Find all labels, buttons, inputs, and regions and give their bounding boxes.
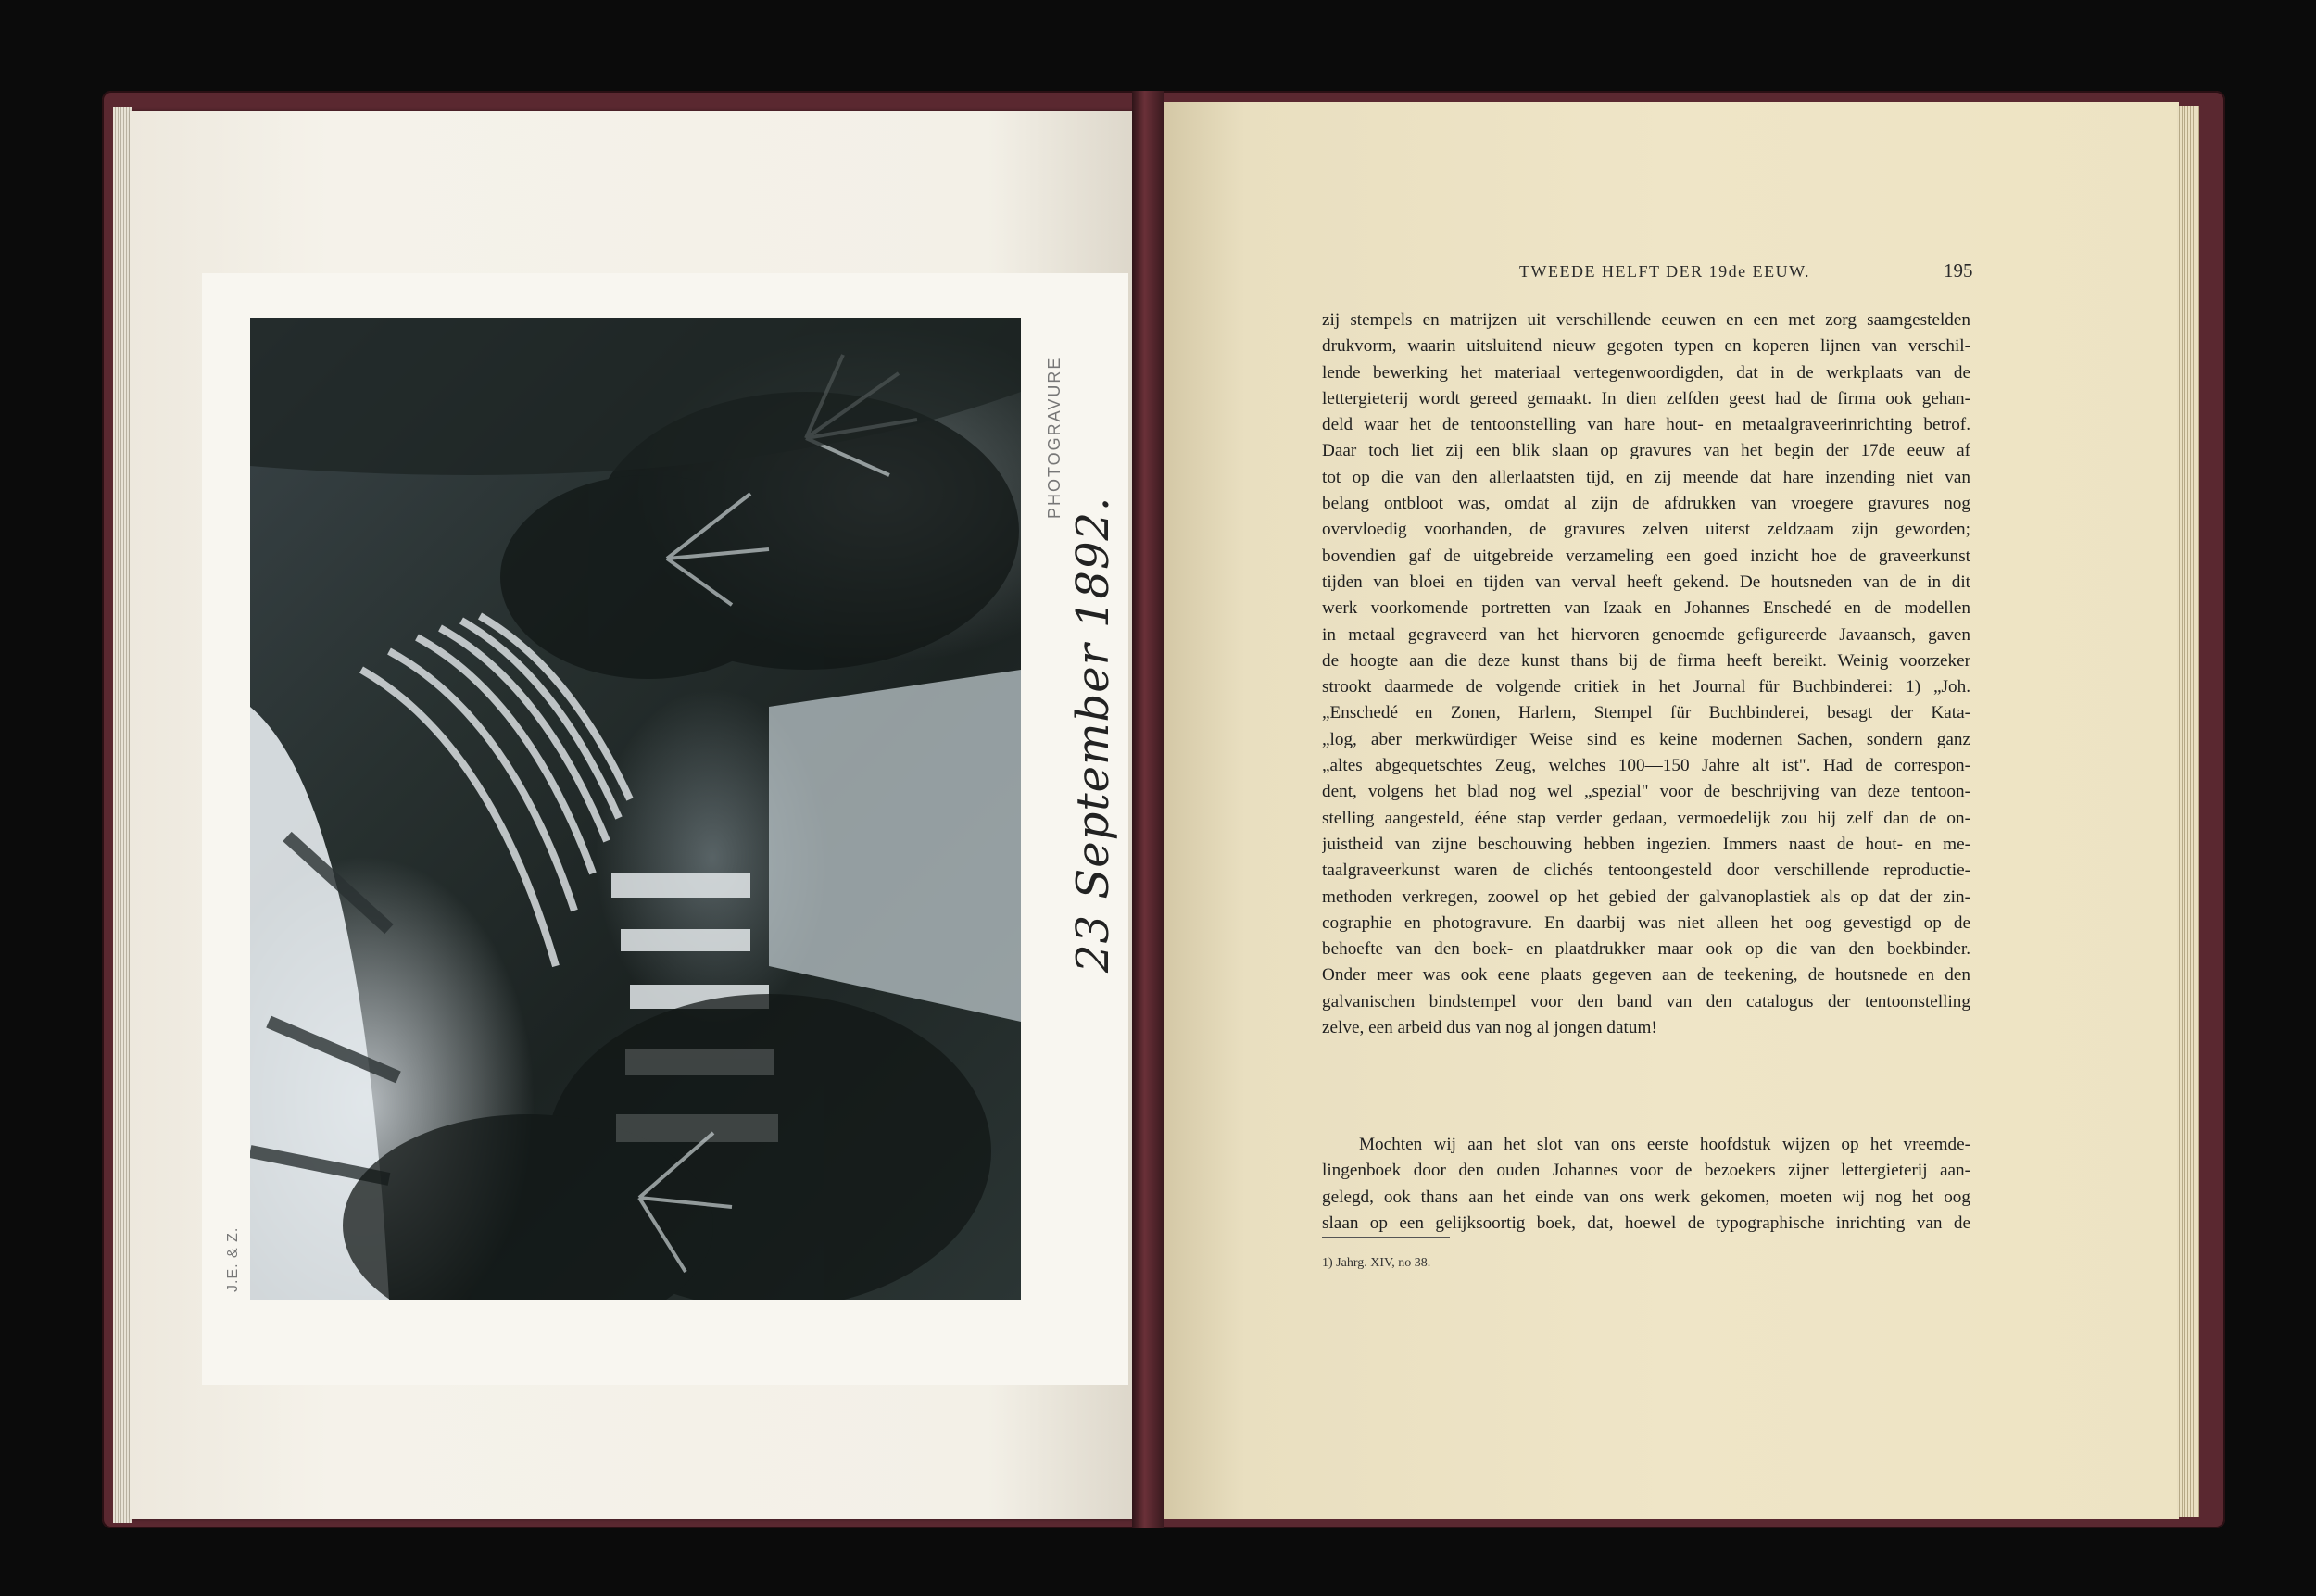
text-line: drukvorm, waarin uitsluitend nieuw gegoten typen en koperen lijnen van verschil- — [1322, 336, 1970, 357]
paragraph-1 — [1322, 308, 1970, 1041]
photogravure-caption: PHOTOGRAVURE — [1045, 356, 1064, 519]
text-line: lende bewerking het materiaal vertegenwoordigden, dat in de werkplaats van de — [1322, 362, 1970, 383]
book-spine — [1132, 91, 1164, 1528]
text-line: Onder meer was ook eene plaats gegeven aan de teekening, de houtsnede en den — [1322, 965, 1970, 986]
text-line: Mochten wij aan het slot van ons eerste hoofdstuk wijzen op het vreemde- — [1359, 1135, 1970, 1154]
page-number: 195 — [1944, 259, 1973, 282]
plate-credit: J.E. & Z. — [225, 1226, 241, 1292]
text-line: stelling aangesteld, ééne stap verder gedaan, vermoedelijk zou hij zelf dan de on- — [1322, 808, 1970, 828]
text-line: behoefte van den boek- en plaatdrukker maar ook op die van den boekbinder. — [1322, 939, 1970, 960]
text-line: „altes abgequetschtes Zeug, welches 100—150 Jahre alt ist". Had de correspon- — [1322, 756, 1970, 776]
footnote-rule — [1322, 1237, 1450, 1238]
text-line: galvanischen bindstempel voor den band van den catalogus der tentoonstelling — [1322, 991, 1970, 1012]
text-line: slaan op een gelijksoortig boek, dat, hoewel de typographische inrichting van de — [1322, 1213, 1970, 1233]
text-line: „Enschedé en Zonen, Harlem, Stempel für Buchbinderei, besagt der Kata- — [1322, 703, 1970, 723]
running-head: TWEEDE HELFT DER 19de EEUW. — [1519, 262, 1810, 281]
text-line: zij stempels en matrijzen uit verschillende eeuwen en een met zorg saamgestelden — [1322, 310, 1970, 330]
text-line: belang ontbloot was, omdat al zijn de afdrukken van vroegere gravures nog — [1322, 494, 1970, 514]
text-line: dent, volgens het blad nog wel „spezial" voor de beschrijving van deze tentoon- — [1322, 782, 1970, 802]
text-line: zelve, een arbeid dus van nog al jongen datum! — [1322, 1018, 1657, 1038]
text-line: lingenboek door den ouden Johannes voor de bezoekers zijner lettergieterij aan- — [1322, 1161, 1970, 1181]
text-line: overvloedig voorhanden, de gravures zelven uiterst zeldzaam zijn geworden; — [1322, 520, 1970, 540]
text-line: gelegd, ook thans aan het einde van ons werk gekomen, moeten wij nog het oog — [1322, 1187, 1970, 1207]
text-line: taalgraveerkunst waren de clichés tentoongesteld door verschillende reproductie- — [1322, 861, 1970, 881]
page-edges-left — [113, 107, 132, 1523]
text-line: cographie en photogravure. En daarbij was niet alleen het oog gevestigd op de — [1322, 912, 1970, 933]
text-line: „log, aber merkwürdiger Weise sind es keine modernen Sachen, sondern ganz — [1322, 729, 1970, 749]
paragraph-2 — [1322, 1132, 1970, 1237]
text-line: in metaal gegraveerd van het hiervoren genoemde gefigureerde Javaansch, gaven — [1322, 624, 1970, 645]
text-line: deld waar het de tentoonstelling van hare hout- en metaalgraveerinrichting betrof. — [1322, 415, 1970, 435]
text-line: bovendien gaf de uitgebreide verzameling een goed inzicht hoe de graveerkunst — [1322, 546, 1970, 566]
footnote: 1) Jahrg. XIV, no 38. — [1322, 1256, 1431, 1270]
text-line: werk voorkomende portretten van Izaak en Johannes Enschedé en de modellen — [1322, 598, 1970, 619]
text-line: de hoogte aan die deze kunst thans bij de firma heeft bereikt. Weinig voorzeker — [1322, 650, 1970, 671]
text-line: Daar toch liet zij een blik slaan op gravures van het begin der 17de eeuw af — [1322, 441, 1970, 461]
text-line: methoden verkregen, zoowel op het gebied der galvanoplastiek als op dat der zin- — [1322, 886, 1970, 907]
greenhouse-illustration — [250, 318, 1021, 1300]
greenhouse-photograph — [250, 318, 1021, 1300]
text-line: tijden van bloei en tijden van verval heeft gekend. De houtsneden van de in dit — [1322, 572, 1970, 592]
text-line: strookt daarmede de volgende critiek in het Journal für Buchbinderei: 1) „Joh. — [1322, 677, 1970, 697]
page-edges-right — [2177, 106, 2199, 1517]
text-line: juistheid van zijne beschouwing hebben ingezien. Immers naast de hout- en me- — [1322, 834, 1970, 854]
handwritten-date: 23 September 1892. — [1067, 496, 1119, 973]
text-line: lettergieterij wordt gereed gemaakt. In dien zelfden geest had de firma ook gehan- — [1322, 388, 1970, 408]
text-line: tot op die van den allerlaatsten tijd, en zij meende dat hare inzending niet van — [1322, 467, 1970, 487]
